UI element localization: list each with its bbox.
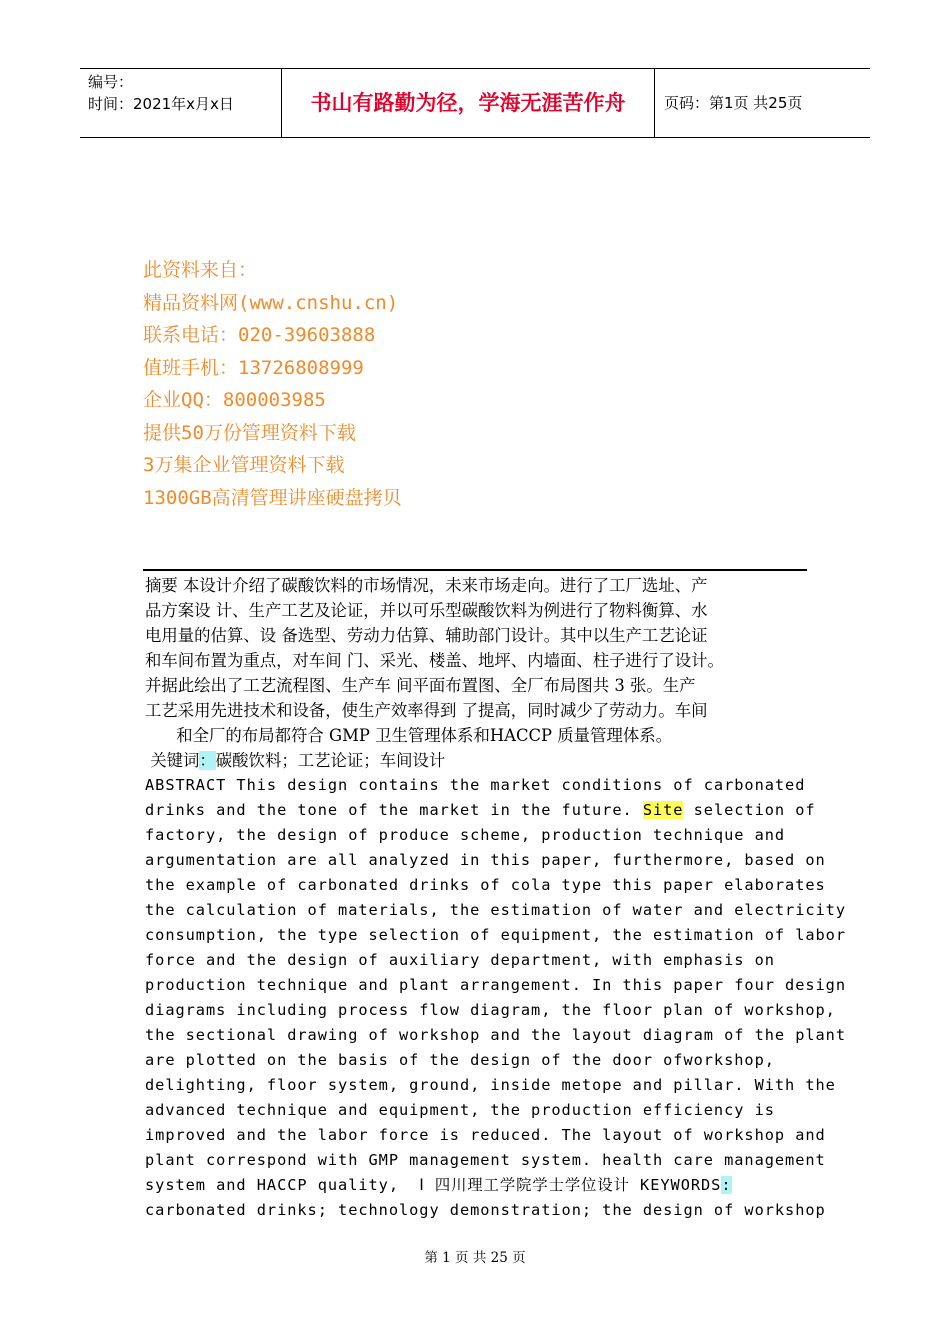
page-footer: 第 1 页 共 25 页 bbox=[424, 1250, 526, 1266]
abstract-en-line: the calculation of materials, the estimation of water and electricity bbox=[145, 901, 847, 919]
keywords-terms: 碳酸饮料；工艺论证；车间设计 bbox=[215, 751, 446, 770]
abstract-en-line: ABSTRACT This design contains the market conditions of carbonated bbox=[145, 776, 806, 794]
abstract-en-line: force and the design of auxiliary department, with emphasis on bbox=[145, 951, 775, 969]
source-line: 值班手机：13726808999 bbox=[143, 356, 364, 379]
source-info-block bbox=[143, 254, 402, 514]
abstract-en-line: factory, the design of produce scheme, production technique and bbox=[145, 826, 786, 844]
abstract-en-line: consumption, the type selection of equipment, the estimation of labor bbox=[145, 926, 847, 944]
page-header bbox=[80, 68, 870, 138]
source-line: 此资料来自： bbox=[143, 259, 258, 281]
abstract-cn-line: 并据此绘出了工艺流程图、生产车 间平面布置图、全厂布局图共 3 张。生产 bbox=[145, 676, 696, 695]
abstract-en-line: diagrams including process flow diagram, the floor plan of workshop, bbox=[145, 1001, 836, 1019]
abstract-en-line: production technique and plant arrangement. In this paper four design bbox=[145, 976, 847, 994]
abstract-en-line: improved and the labor force is reduced. The layout of workshop and bbox=[145, 1126, 826, 1144]
header-motto: 书山有路勤为径，学海无涯苦作舟 bbox=[310, 90, 626, 115]
source-line: 3万集企业管理资料下载 bbox=[143, 454, 345, 476]
abstract-en-line: advanced technique and equipment, the production efficiency is bbox=[145, 1101, 775, 1119]
keywords-label: 关键词 bbox=[145, 751, 200, 770]
keywords-colon: ： bbox=[199, 751, 216, 770]
abstract-en-line: delighting, floor system, ground, inside metope and pillar. With the bbox=[145, 1076, 836, 1094]
keywords-en-colon: : bbox=[721, 1176, 732, 1194]
abstract-en-line: the sectional drawing of workshop and the layout diagram of the plant bbox=[145, 1026, 847, 1044]
abstract-cn-line: 工艺采用先进技术和设备，使生产效率得到 了提高，同时减少了劳动力。车间 bbox=[145, 701, 708, 720]
abstract-cn-line: 摘要 本设计介绍了碳酸饮料的市场情况，未来市场走向。进行了工厂选址、产 bbox=[145, 576, 708, 595]
source-line: 提供50万份管理资料下载 bbox=[143, 421, 356, 444]
section-rule bbox=[143, 569, 807, 571]
source-line: 企业QQ：800003985 bbox=[143, 389, 326, 411]
abstract-en-line: plant correspond with GMP management system. health care management bbox=[145, 1151, 826, 1169]
abstract-en-text: drinks and the tone of the market in the future. bbox=[145, 801, 643, 819]
abstract-cn-line: 和车间布置为重点，对车间 门、采光、楼盖、地坪、内墙面、柱子进行了设计。 bbox=[145, 651, 724, 670]
abstract-body bbox=[145, 573, 847, 1223]
abstract-en-text: selection of bbox=[683, 801, 816, 819]
source-line: 精品资料网(www.cnshu.cn) bbox=[143, 291, 399, 314]
abstract-en-line: the example of carbonated drinks of cola type this paper elaborates bbox=[145, 876, 826, 894]
abstract-en-line: argumentation are all analyzed in this paper, furthermore, based on bbox=[145, 851, 826, 869]
number-label: 编号： bbox=[88, 73, 134, 91]
abstract-en-line: are plotted on the basis of the design of the door ofworkshop, bbox=[145, 1051, 775, 1069]
abstract-cn-line: 品方案设 计、生产工艺及论证，并以可乐型碳酸饮料为例进行了物料衡算、水 bbox=[145, 601, 708, 620]
keywords-cn bbox=[145, 748, 820, 773]
source-line: 1300GB高清管理讲座硬盘拷贝 bbox=[143, 486, 402, 509]
keywords-en: carbonated drinks; technology demonstration; the design of workshop bbox=[145, 1201, 826, 1219]
abstract-en-text: system and HACCP quality, Ⅰ 四川理工学院学士学位设计 KEYWORDS bbox=[145, 1176, 722, 1194]
header-page-info: 页码：第1页 共25页 bbox=[664, 94, 803, 112]
abstract-en-line bbox=[145, 1173, 820, 1198]
time-label: 时间：2021年x月x日 bbox=[88, 95, 234, 113]
header-divider bbox=[654, 69, 655, 137]
source-line: 联系电话：020-39603888 bbox=[143, 324, 376, 346]
abstract-cn-line: 和全厂的布局都符合 GMP 卫生管理体系和HACCP 质量管理体系。 bbox=[145, 726, 673, 745]
abstract-cn-line: 电用量的估算、设 备选型、劳动力估算、辅助部门设计。其中以生产工艺论证 bbox=[145, 626, 708, 645]
highlighted-word: Site bbox=[642, 801, 684, 819]
abstract-en-line bbox=[145, 798, 820, 823]
header-meta bbox=[88, 71, 280, 115]
